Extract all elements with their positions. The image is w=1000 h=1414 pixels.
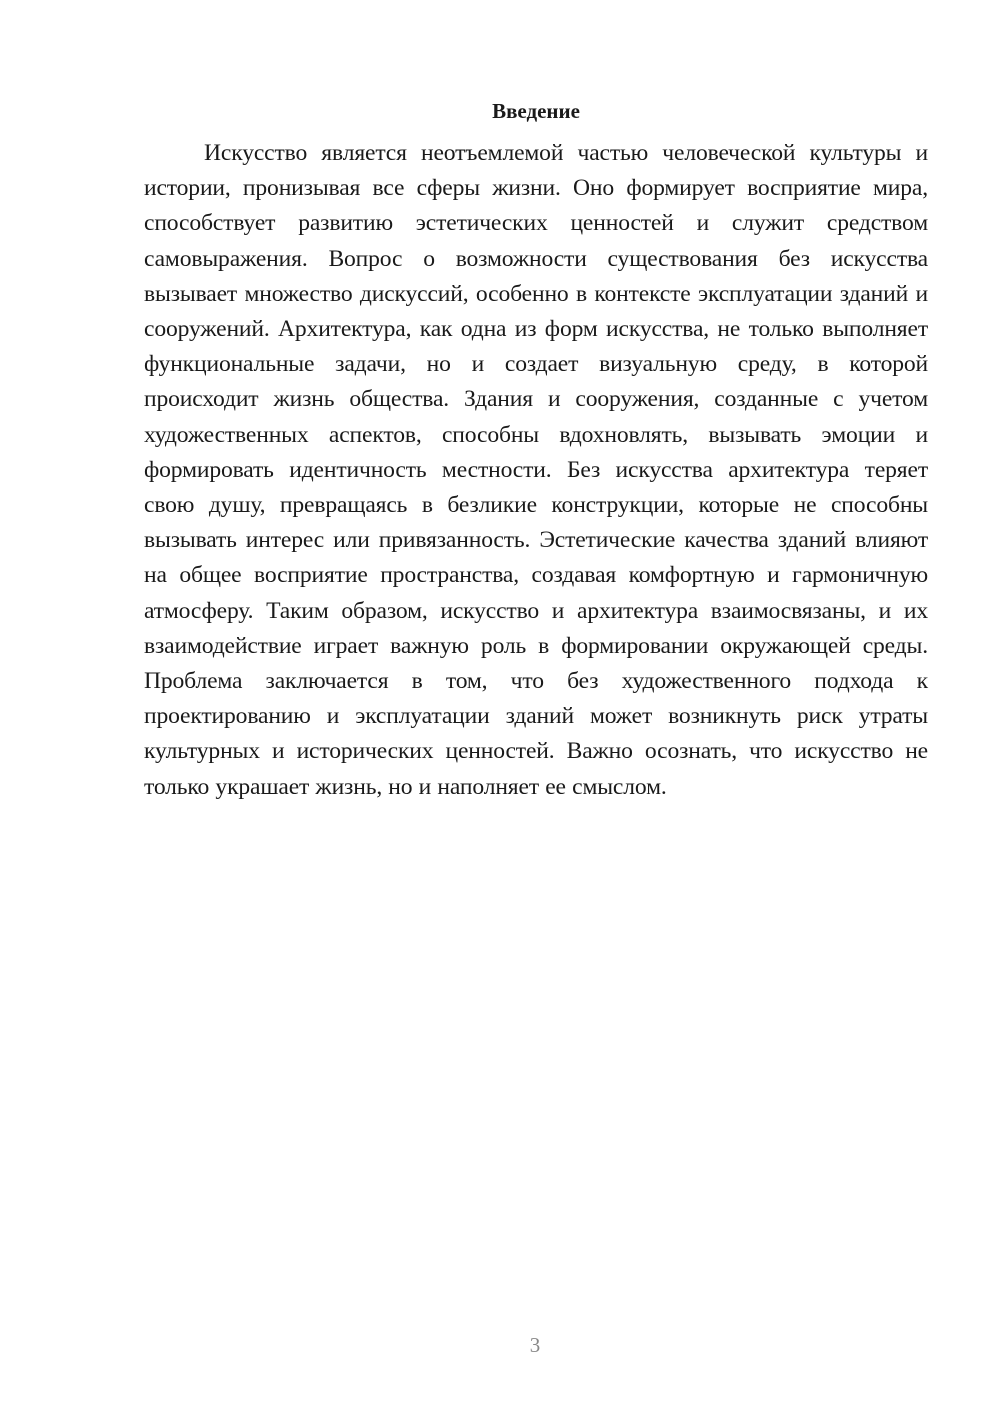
page-content (144, 96, 928, 805)
page-number: 3 (529, 1333, 541, 1357)
body-paragraph: Искусство является неотъемлемой частью человеческой культуры и истории, пронизывая все сферы жизни. Оно формирует восприятие мира, способствует развитию эстетических ценностей и служит средством самовыражения. Вопрос о возможности существования без искусства вызывает множество дискуссий, особенно в контексте эксплуатации зданий и сооружений. Архитектура, как одна из форм искусства, не только выполняет функциональные задачи, но и создает визуальную среду, в которой происходит жизнь общества. Здания и сооружения, созданные с учетом художественных аспектов, способны вдохновлять, вызывать эмоции и формировать идентичность местности. Без искусства архитектура теряет свою душу, превращаясь в безликие конструкции, которые не способны вызывать интерес или привязанность. Эстетические качества зданий влияют на общее восприятие пространства, создавая комфортную и гармоничную атмосферу. Таким образом, искусство и архитектура взаимосвязаны, и их взаимодействие играет важную роль в формировании окружающей среды. Проблема заключается в том, что без художественного подхода к проектированию и эксплуатации зданий может возникнуть риск утраты культурных и исторических ценностей. Важно осознать, что искусство не только украшает жизнь, но и наполняет ее смыслом. (144, 140, 928, 800)
section-heading: Введение (492, 99, 580, 123)
